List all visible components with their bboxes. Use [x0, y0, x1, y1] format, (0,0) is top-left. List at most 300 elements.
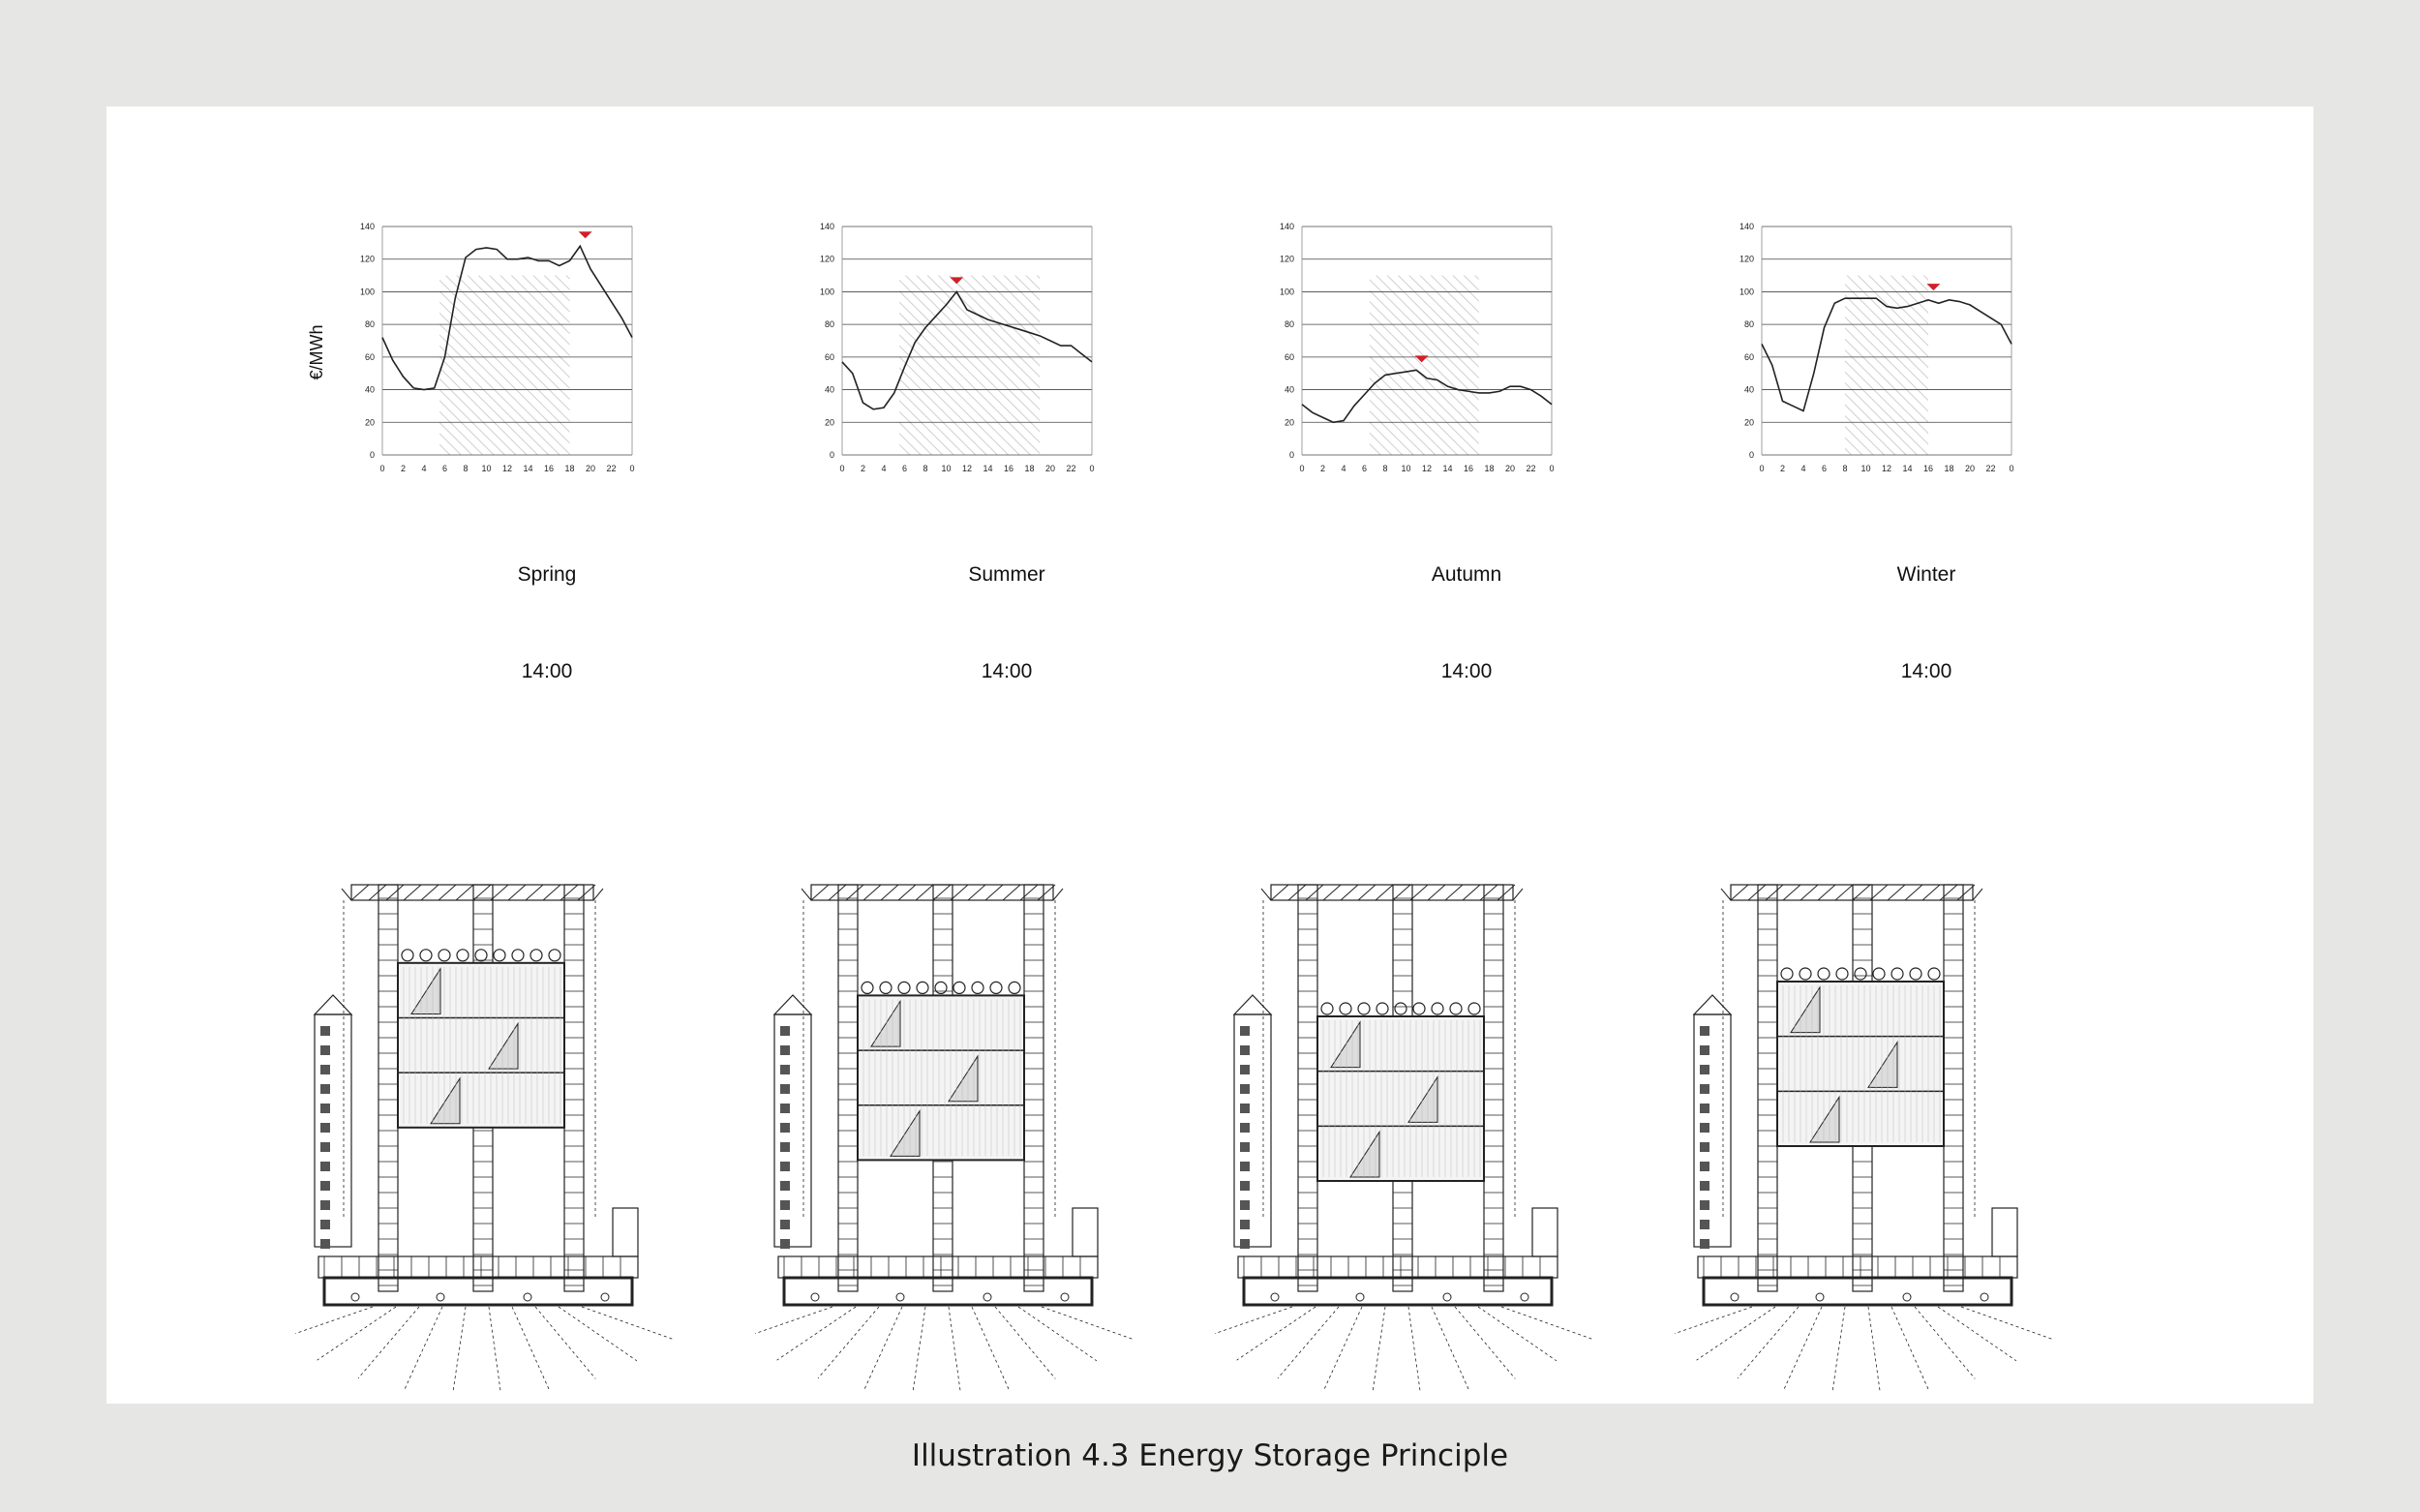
hall-ring-beam	[1432, 1003, 1443, 1014]
side-building	[315, 1014, 351, 1247]
truss-brace	[508, 885, 526, 900]
x-tick-label: 22	[1526, 464, 1536, 473]
x-tick-label: 2	[400, 464, 407, 473]
basement-pump	[1816, 1293, 1824, 1301]
price-chart-spring	[307, 213, 658, 494]
side-window	[320, 1123, 330, 1133]
side-window	[320, 1200, 330, 1210]
x-tick-label: 6	[1821, 464, 1828, 473]
x-tick-label: 8	[1382, 464, 1388, 473]
x-tick-label: 0	[1299, 464, 1305, 473]
ground-pipe	[559, 1307, 637, 1361]
basement-pump	[1061, 1293, 1069, 1301]
truss-brace	[985, 885, 1003, 900]
side-window	[780, 1084, 790, 1094]
x-tick-label: 2	[860, 464, 866, 473]
side-window	[780, 1045, 790, 1055]
figure-caption: Illustration 4.3 Energy Storage Principle	[911, 1438, 1509, 1473]
x-tick-label: 16	[543, 464, 555, 473]
side-window	[1240, 1045, 1250, 1055]
x-tick-label: 16	[1003, 464, 1014, 473]
truss-brace	[1376, 885, 1393, 900]
truss-brace	[473, 885, 491, 900]
basement-pump	[1443, 1293, 1451, 1301]
side-building-roof	[1694, 995, 1731, 1014]
truss-brace	[560, 885, 578, 900]
side-window	[320, 1142, 330, 1152]
side-building-roof	[1234, 995, 1271, 1014]
season-label: Spring	[517, 563, 577, 586]
ground-pipe	[755, 1307, 832, 1338]
basement-pump	[1903, 1293, 1911, 1301]
price-chart-autumn	[1258, 213, 1578, 494]
side-window	[1700, 1200, 1709, 1210]
y-tick-label: 0	[829, 450, 834, 460]
x-tick-label: 8	[463, 464, 469, 473]
season-label: Autumn	[1431, 563, 1502, 586]
hall-ring-beam	[1340, 1003, 1351, 1014]
right-annex	[1532, 1208, 1558, 1256]
ground-pipe	[489, 1307, 501, 1392]
ground-pipe	[818, 1307, 879, 1378]
y-tick-label: 40	[364, 384, 375, 395]
x-tick-label: 0	[1759, 464, 1765, 473]
basement-pump	[1271, 1293, 1279, 1301]
truss-cantilever	[1053, 889, 1063, 900]
hall-ring-beam	[1800, 968, 1811, 980]
ground-pipe	[1372, 1307, 1385, 1392]
hall-ring-beam	[475, 950, 487, 961]
truss-brace	[456, 885, 473, 900]
side-window	[320, 1104, 330, 1113]
shaded-window	[439, 276, 569, 455]
ground-pipe	[1432, 1307, 1469, 1391]
y-tick-label: 140	[819, 222, 834, 231]
side-window	[1700, 1065, 1709, 1074]
ground-pipe	[1938, 1307, 2016, 1361]
x-tick-label: 4	[1800, 464, 1806, 473]
truss-brace	[1445, 885, 1463, 900]
x-tick-label: 12	[1881, 464, 1892, 473]
y-tick-label: 80	[364, 319, 375, 330]
shaded-window	[1370, 276, 1479, 455]
structural-tower	[1024, 885, 1044, 1291]
ground-slab	[778, 1256, 1098, 1278]
basement-pump	[983, 1293, 991, 1301]
ground-pipe	[1783, 1307, 1822, 1391]
y-tick-label: 120	[359, 254, 375, 264]
ground-pipe	[1478, 1307, 1557, 1361]
building-section-drawing	[295, 763, 702, 1392]
x-tick-label: 2	[1779, 464, 1786, 473]
side-window	[1240, 1181, 1250, 1191]
side-window	[780, 1104, 790, 1113]
x-tick-label: 0	[629, 464, 635, 473]
x-tick-label: 0	[839, 464, 845, 473]
hall-ring-beam	[972, 982, 983, 993]
hall-ring-beam	[953, 982, 965, 993]
basement-pump	[811, 1293, 819, 1301]
hall-ring-beam	[862, 982, 873, 993]
hall-ring-beam	[1781, 968, 1793, 980]
hall-ring-beam	[1395, 1003, 1407, 1014]
hall-ring-beam	[420, 950, 432, 961]
time-label: 14:00	[1900, 660, 1952, 682]
truss-brace	[898, 885, 916, 900]
storage-hall	[858, 995, 1024, 1160]
y-tick-label: 100	[1739, 287, 1754, 297]
ground-pipe	[1323, 1307, 1362, 1391]
side-window	[1700, 1239, 1709, 1249]
truss-brace	[863, 885, 881, 900]
hall-ring-beam	[1818, 968, 1830, 980]
x-tick-label: 8	[1842, 464, 1848, 473]
basement-pump	[896, 1293, 904, 1301]
basement-pump	[1356, 1293, 1364, 1301]
side-window	[320, 1162, 330, 1171]
ground-pipe	[1018, 1307, 1097, 1361]
hall-ring-beam	[1836, 968, 1848, 980]
hall-ring-beam	[512, 950, 524, 961]
x-tick-label: 8	[923, 464, 928, 473]
y-tick-label: 120	[1279, 254, 1294, 264]
truss-brace	[1271, 885, 1288, 900]
side-window	[1240, 1026, 1250, 1036]
ground-pipe	[1831, 1307, 1845, 1392]
truss-cantilever	[1721, 889, 1731, 900]
side-window	[1700, 1162, 1709, 1171]
truss-brace	[1323, 885, 1341, 900]
side-window	[1700, 1142, 1709, 1152]
side-window	[1240, 1162, 1250, 1171]
side-window	[320, 1239, 330, 1249]
x-tick-label: 4	[1341, 464, 1346, 473]
x-tick-label: 16	[1463, 464, 1474, 473]
y-tick-label: 40	[1743, 384, 1754, 395]
truss-brace	[526, 885, 543, 900]
truss-brace	[1853, 885, 1870, 900]
x-tick-label: 18	[1944, 464, 1954, 473]
side-window	[1700, 1220, 1709, 1229]
side-window	[1700, 1123, 1709, 1133]
ground-pipe	[1042, 1307, 1133, 1339]
basement-pump	[351, 1293, 359, 1301]
hall-ring-beam	[880, 982, 892, 993]
ground-pipe	[1961, 1307, 2052, 1339]
hall-ring-beam	[530, 950, 542, 961]
x-tick-label: 14	[983, 464, 993, 473]
truss-brace	[1835, 885, 1853, 900]
y-tick-label: 100	[819, 287, 834, 297]
side-window	[1240, 1123, 1250, 1133]
side-building	[1234, 1014, 1271, 1247]
truss-brace	[951, 885, 968, 900]
side-building	[1694, 1014, 1731, 1247]
time-label: 14:00	[981, 660, 1033, 682]
side-window	[320, 1026, 330, 1036]
basement-pump	[437, 1293, 444, 1301]
truss-brace	[1957, 885, 1975, 900]
ground-pipe	[1891, 1307, 1929, 1391]
basement-pump	[524, 1293, 531, 1301]
truss-brace	[916, 885, 933, 900]
truss-brace	[811, 885, 829, 900]
right-annex	[613, 1208, 638, 1256]
y-tick-label: 40	[1284, 384, 1294, 395]
peak-marker	[579, 231, 592, 238]
ground-pipe	[1675, 1307, 1752, 1338]
truss-brace	[1038, 885, 1055, 900]
hall-ring-beam	[1468, 1003, 1480, 1014]
hall-ring-beam	[1873, 968, 1885, 980]
hall-ring-beam	[1413, 1003, 1425, 1014]
side-window	[780, 1123, 790, 1133]
y-tick-label: 60	[364, 351, 375, 362]
side-window	[320, 1084, 330, 1094]
x-tick-label: 12	[501, 464, 513, 473]
ground-pipe	[1697, 1307, 1775, 1360]
truss-brace	[439, 885, 456, 900]
side-window	[1240, 1065, 1250, 1074]
x-tick-label: 22	[1985, 464, 1996, 473]
side-building	[774, 1014, 811, 1247]
truss-brace	[881, 885, 898, 900]
y-axis-label: €/MWh	[307, 324, 326, 380]
y-tick-label: 60	[1743, 351, 1754, 362]
truss-brace	[1870, 885, 1888, 900]
x-tick-label: 20	[1504, 464, 1516, 473]
price-chart-summer	[799, 213, 1118, 494]
x-tick-label: 0	[379, 464, 385, 473]
truss-brace	[1818, 885, 1835, 900]
side-window	[1240, 1084, 1250, 1094]
side-window	[1240, 1200, 1250, 1210]
truss-brace	[1748, 885, 1766, 900]
hall-ring-beam	[549, 950, 560, 961]
basement-pump	[1731, 1293, 1739, 1301]
truss-brace	[1341, 885, 1358, 900]
ground-pipe	[295, 1307, 373, 1338]
truss-brace	[1306, 885, 1323, 900]
season-panel-winter	[1718, 106, 2222, 1404]
side-window	[780, 1200, 790, 1210]
side-building-roof	[774, 995, 811, 1014]
shaded-window	[1845, 276, 1928, 455]
y-tick-label: 80	[824, 319, 834, 330]
ground-pipe	[1501, 1307, 1592, 1339]
ground-pipe	[777, 1307, 856, 1360]
truss-brace	[1358, 885, 1376, 900]
structural-tower	[1484, 885, 1503, 1291]
side-window	[780, 1142, 790, 1152]
x-tick-label: 0	[2009, 464, 2014, 473]
ground-pipe	[1915, 1307, 1975, 1378]
truss-brace	[846, 885, 863, 900]
hall-ring-beam	[1910, 968, 1921, 980]
ground-slab	[318, 1256, 638, 1278]
x-tick-label: 18	[564, 464, 575, 473]
truss-brace	[1393, 885, 1410, 900]
side-window	[1700, 1026, 1709, 1036]
side-window	[780, 1181, 790, 1191]
truss-brace	[1480, 885, 1497, 900]
ground-pipe	[452, 1307, 466, 1392]
hall-ring-beam	[917, 982, 928, 993]
side-window	[320, 1045, 330, 1055]
hall-ring-beam	[402, 950, 413, 961]
x-tick-label: 20	[585, 464, 596, 473]
basement-pump	[1521, 1293, 1528, 1301]
hall-ring-beam	[1450, 1003, 1462, 1014]
x-tick-label: 22	[606, 464, 617, 473]
truss-cantilever	[342, 889, 351, 900]
x-tick-label: 6	[441, 464, 448, 473]
truss-brace	[968, 885, 985, 900]
truss-brace	[1922, 885, 1940, 900]
ground-pipe	[1215, 1307, 1292, 1338]
truss-brace	[1940, 885, 1957, 900]
truss-brace	[1800, 885, 1818, 900]
side-window	[780, 1220, 790, 1229]
hall-ring-beam	[1358, 1003, 1370, 1014]
side-window	[320, 1065, 330, 1074]
truss-brace	[1428, 885, 1445, 900]
ground-pipe	[972, 1307, 1010, 1391]
ground-pipe	[358, 1307, 419, 1378]
side-window	[1240, 1142, 1250, 1152]
truss-brace	[1497, 885, 1515, 900]
y-tick-label: 140	[359, 222, 375, 231]
hall-ring-beam	[1855, 968, 1866, 980]
x-tick-label: 14	[523, 464, 533, 473]
hall-ring-beam	[1009, 982, 1020, 993]
right-annex	[1992, 1208, 2017, 1256]
hall-ring-beam	[935, 982, 947, 993]
truss-cantilever	[1513, 889, 1523, 900]
hall-ring-beam	[898, 982, 910, 993]
y-tick-label: 60	[824, 351, 834, 362]
truss-brace	[829, 885, 846, 900]
basement-pump	[601, 1293, 609, 1301]
truss-brace	[369, 885, 386, 900]
hall-ring-beam	[990, 982, 1002, 993]
truss-brace	[1003, 885, 1020, 900]
ground-pipe	[1455, 1307, 1515, 1378]
y-tick-label: 20	[364, 417, 375, 428]
y-tick-label: 140	[1279, 222, 1294, 231]
hall-ring-beam	[1321, 1003, 1333, 1014]
y-tick-label: 20	[1743, 417, 1754, 428]
ground-pipe	[1408, 1307, 1421, 1392]
x-tick-label: 10	[1401, 464, 1411, 473]
side-window	[1700, 1104, 1709, 1113]
ground-pipe	[582, 1307, 673, 1339]
side-window	[320, 1220, 330, 1229]
truss-brace	[1731, 885, 1748, 900]
roof-truss	[351, 885, 593, 900]
season-label: Summer	[968, 563, 1045, 586]
truss-brace	[933, 885, 951, 900]
hall-ring-beam	[1891, 968, 1903, 980]
x-tick-label: 0	[1089, 464, 1095, 473]
truss-brace	[1020, 885, 1038, 900]
y-tick-label: 0	[1748, 450, 1754, 460]
x-tick-label: 6	[901, 464, 908, 473]
truss-cantilever	[593, 889, 603, 900]
truss-brace	[543, 885, 560, 900]
truss-brace	[578, 885, 595, 900]
price-chart-winter	[1718, 213, 2038, 494]
ground-pipe	[318, 1307, 396, 1360]
truss-cantilever	[1973, 889, 1982, 900]
x-tick-label: 14	[1902, 464, 1913, 473]
side-window	[780, 1162, 790, 1171]
ground-pipe	[1278, 1307, 1339, 1378]
x-tick-label: 20	[1964, 464, 1976, 473]
hall-ring-beam	[439, 950, 450, 961]
ground-pipe	[512, 1307, 550, 1391]
truss-brace	[1888, 885, 1905, 900]
truss-brace	[1288, 885, 1306, 900]
structural-tower	[838, 885, 858, 1291]
y-tick-label: 40	[824, 384, 834, 395]
ground-pipe	[995, 1307, 1055, 1378]
structural-tower	[1758, 885, 1777, 1291]
y-tick-label: 0	[1288, 450, 1294, 460]
x-tick-label: 6	[1361, 464, 1368, 473]
y-tick-label: 20	[824, 417, 834, 428]
ground-pipe	[404, 1307, 442, 1391]
building-section-drawing	[1675, 763, 2081, 1392]
side-window	[1700, 1181, 1709, 1191]
hall-ring-beam	[494, 950, 505, 961]
ground-pipe	[1237, 1307, 1316, 1360]
truss-brace	[351, 885, 369, 900]
season-label: Winter	[1896, 563, 1956, 586]
side-window	[320, 1181, 330, 1191]
drawing-sheet	[106, 106, 2314, 1404]
x-tick-label: 4	[881, 464, 887, 473]
x-tick-label: 18	[1024, 464, 1035, 473]
storage-hall	[398, 963, 564, 1128]
hall-ring-beam	[457, 950, 469, 961]
basement-pump	[1981, 1293, 1988, 1301]
side-window	[1700, 1045, 1709, 1055]
y-tick-label: 20	[1284, 417, 1294, 428]
x-tick-label: 12	[1421, 464, 1433, 473]
ground-pipe	[949, 1307, 961, 1392]
side-window	[780, 1065, 790, 1074]
building-section-drawing	[1215, 763, 1621, 1392]
y-tick-label: 100	[359, 287, 375, 297]
x-tick-label: 0	[1549, 464, 1555, 473]
y-tick-label: 120	[1739, 254, 1754, 264]
right-annex	[1073, 1208, 1098, 1256]
storage-hall	[1777, 982, 1944, 1146]
side-window	[780, 1239, 790, 1249]
truss-brace	[1783, 885, 1800, 900]
truss-brace	[386, 885, 404, 900]
x-tick-label: 10	[481, 464, 492, 473]
structural-tower	[1944, 885, 1963, 1291]
side-window	[1700, 1084, 1709, 1094]
x-tick-label: 22	[1066, 464, 1076, 473]
ground-slab	[1238, 1256, 1558, 1278]
ground-slab	[1698, 1256, 2017, 1278]
x-tick-label: 2	[1319, 464, 1326, 473]
x-tick-label: 10	[941, 464, 952, 473]
ground-pipe	[912, 1307, 925, 1392]
